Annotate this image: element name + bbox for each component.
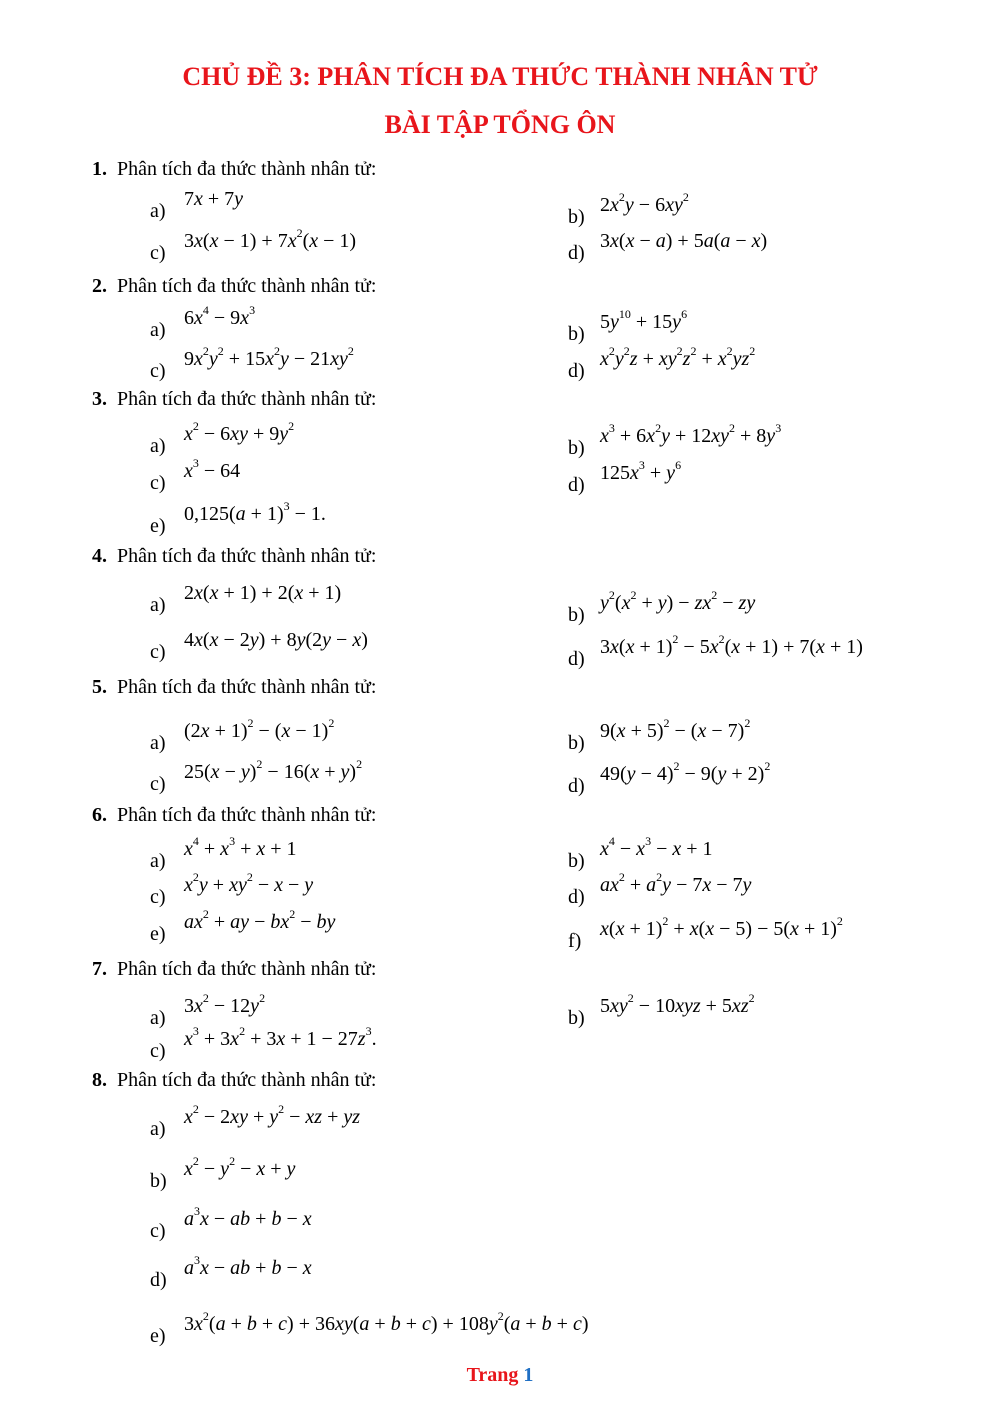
problem-number: 2. [92,275,107,297]
math-expression: $ax^2$ + ay − $bx^2$ − by [184,907,336,933]
math-expression: $a^3x$ − ab + b − x [184,1253,312,1279]
math-expression: $0,125(a + 1)^3 - 1$. [184,499,326,525]
math-expression: $49(y - 4)^2 - 9(y + 2)^2$ [600,759,771,785]
item-label: c) [150,360,166,382]
problem-heading [92,1069,376,1092]
item-label: f) [568,930,582,952]
item-label: a) [150,435,166,457]
math-expression: $x(x + 1)^2 + x(x - 5) - 5(x + 1)^2$ [600,914,843,940]
item-label: d) [150,1269,167,1291]
problem-prompt: Phân tích đa thức thành nhân tử: [117,676,377,698]
problem-number: 3. [92,388,107,410]
item-label: e) [150,923,166,945]
math-expression: $6x^4 - 9x^3$ [184,303,256,329]
math-expression: $5y^{10} + 15y^6$ [600,307,688,333]
math-expression: $x^4 - x^3 - x + 1$ [600,834,713,860]
math-expression: $9x^2y^2 + 15x^2y - 21xy^2$ [184,344,354,370]
math-expression: 4x(x − 2y) + 8y(2y − x) [184,629,368,651]
math-expression: 3x(x − a) + 5a(a − x) [600,230,768,252]
problem-prompt: Phân tích đa thức thành nhân tử: [117,958,377,980]
math-expression: $9(x + 5)^2 - (x - 7)^2$ [600,716,751,742]
item-label: c) [150,1220,166,1242]
problem-heading [92,275,376,298]
item-label: d) [568,775,585,797]
item-label: b) [568,850,585,872]
math-expression: 2x(x + 1) + 2(x + 1) [184,582,342,604]
item-label: a) [150,850,166,872]
math-expression: $x^4 + x^3 + x + 1$ [184,834,297,860]
item-label: a) [150,594,166,616]
math-expression: $ax^2 + a^2y - 7x - 7y$ [600,870,752,896]
page-label: Trang [466,1364,519,1386]
item-label: a) [150,1007,166,1029]
item-label: d) [568,474,585,496]
item-label: c) [150,641,166,663]
math-expression: $x^3 + 3x^2 + 3x + 1 - 27z^3$. [184,1024,377,1050]
item-label: b) [568,437,585,459]
math-expression: $x^3 - 64$ [184,456,241,482]
math-expression: $3x(x - 1) + 7x^2(x - 1)$ [184,226,357,252]
item-label: a) [150,319,166,341]
problem-number: 8. [92,1069,107,1091]
math-expression: $x^2 - y^2 - x + y$ [184,1154,296,1180]
math-expression: $3x(x + 1)^2 - 5x^2(x + 1) + 7(x + 1)$ [600,632,863,658]
math-expression: $2x^2y - 6xy^2$ [600,190,689,216]
problem-number: 6. [92,804,107,826]
item-label: d) [568,648,585,670]
page-footer [0,1364,1000,1387]
problem-prompt: Phân tích đa thức thành nhân tử: [117,388,377,410]
problem-heading [92,958,376,981]
item-label: d) [568,360,585,382]
item-label: e) [150,1325,166,1347]
item-label: b) [568,1007,585,1029]
problem-number: 1. [92,158,107,180]
problem-number: 5. [92,676,107,698]
item-label: a) [150,1118,166,1140]
problem-prompt: Phân tích đa thức thành nhân tử: [117,1069,377,1091]
item-label: c) [150,472,166,494]
math-expression: $3x^2(a + b + c) + 36xy(a + b + c) + 108y^2(a + b + c)$ [184,1309,589,1335]
problem-heading [92,158,376,181]
math-expression: $x^2y + xy^2 - x - y$ [184,870,314,896]
problem-prompt: Phân tích đa thức thành nhân tử: [117,275,377,297]
math-expression: $125x^3 + y^6$ [600,458,682,484]
problem-heading [92,676,376,699]
math-expression: $x^2 - 2xy + y^2$ − xz + yz [184,1102,361,1128]
math-expression: $x^3 + 6x^2y + 12xy^2 + 8y^3$ [600,421,782,447]
math-expression: $25(x - y)^2 - 16(x + y)^2$ [184,757,363,783]
math-expression: 7x + 7y [184,188,244,210]
item-label: a) [150,732,166,754]
item-label: c) [150,1040,166,1062]
item-label: e) [150,515,166,537]
item-label: d) [568,886,585,908]
math-expression: $(2x + 1)^2 - (x - 1)^2$ [184,716,335,742]
math-expression: $x^2 - 6xy + 9y^2$ [184,419,295,445]
problem-heading [92,804,376,827]
problem-prompt: Phân tích đa thức thành nhân tử: [117,158,377,180]
problem-heading [92,545,376,568]
item-label: b) [568,206,585,228]
problem-prompt: Phân tích đa thức thành nhân tử: [117,545,377,567]
problem-prompt: Phân tích đa thức thành nhân tử: [117,804,377,826]
math-expression: $3x^2 - 12y^2$ [184,991,266,1017]
problem-number: 4. [92,545,107,567]
math-expression: $a^3x$ − ab + b − x [184,1204,312,1230]
problem-heading [92,388,376,411]
item-label: b) [568,732,585,754]
item-label: d) [568,242,585,264]
math-expression: $y^2(x^2 + y) - zx^2$ − zy [600,588,756,614]
problem-number: 7. [92,958,107,980]
page-number: 1 [523,1364,534,1386]
page-subtitle: BÀI TẬP TỔNG ÔN [384,110,616,139]
item-label: a) [150,200,166,222]
item-label: b) [568,604,585,626]
math-expression: $x^2y^2z + xy^2z^2 + x^2yz^2$ [600,344,756,370]
item-label: b) [150,1170,167,1192]
math-expression: $5xy^2 - 10xyz + 5xz^2$ [600,991,755,1017]
item-label: c) [150,773,166,795]
item-label: b) [568,323,585,345]
item-label: c) [150,886,166,908]
page-title: CHỦ ĐỀ 3: PHÂN TÍCH ĐA THỨC THÀNH NHÂN TỬ [182,62,818,91]
item-label: c) [150,242,166,264]
